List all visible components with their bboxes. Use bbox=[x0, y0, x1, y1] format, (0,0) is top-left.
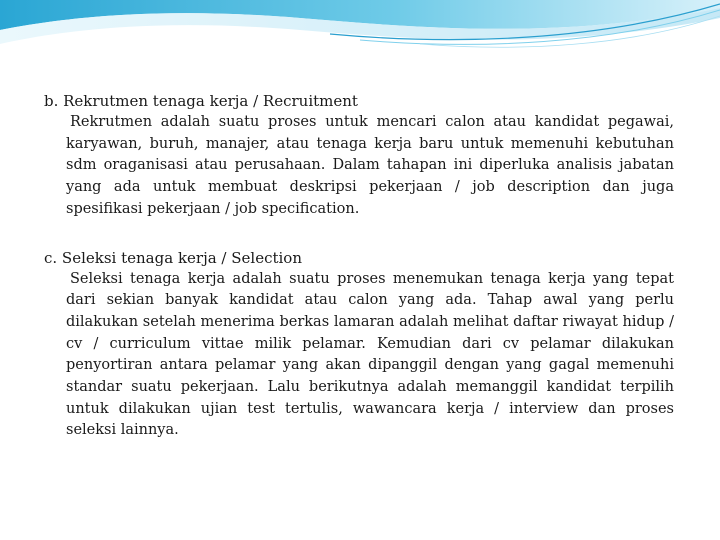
content-area bbox=[44, 90, 674, 468]
section-selection bbox=[44, 247, 674, 443]
header-wave-decoration bbox=[0, 0, 720, 80]
section-heading: c. Seleksi tenaga kerja / Selection bbox=[44, 248, 303, 267]
section-heading: b. Rekrutmen tenaga kerja / Recruitment bbox=[44, 92, 358, 110]
section-body: Seleksi tenaga kerja adalah suatu proses menemukan tenaga kerja yang tepat dari sekian banyak kandidat atau calon yang ada. Tahap awal yang perlu dilakukan setelah menerima berkas lamaran adalah melihat daftar riwayat hidup / cv / curriculum vittae milik pelamar. Kemudian dari cv pelamar dilakukan penyortiran antara pelamar yang akan dipanggil dengan yang gagal memenuhi standar suatu pekerjaan. Lalu berikutnya adalah memanggil kandidat terpilih untuk dilakukan ujian test tertulis, wawancara kerja / interview dan proses seleksi lainnya. bbox=[66, 270, 674, 439]
section-recruitment bbox=[44, 90, 674, 221]
section-body: Rekrutmen adalah suatu proses untuk mencari calon atau kandidat pegawai, karyawan, buruh, manajer, atau tenaga kerja baru untuk memenuhi kebutuhan sdm oraganisasi atau perusahaan. Dalam tahapan ini diperluka analisis jabatan yang ada untuk membuat deskripsi pekerjaan / job description dan juga spesifikasi pekerjaan / job specification. bbox=[66, 114, 674, 217]
